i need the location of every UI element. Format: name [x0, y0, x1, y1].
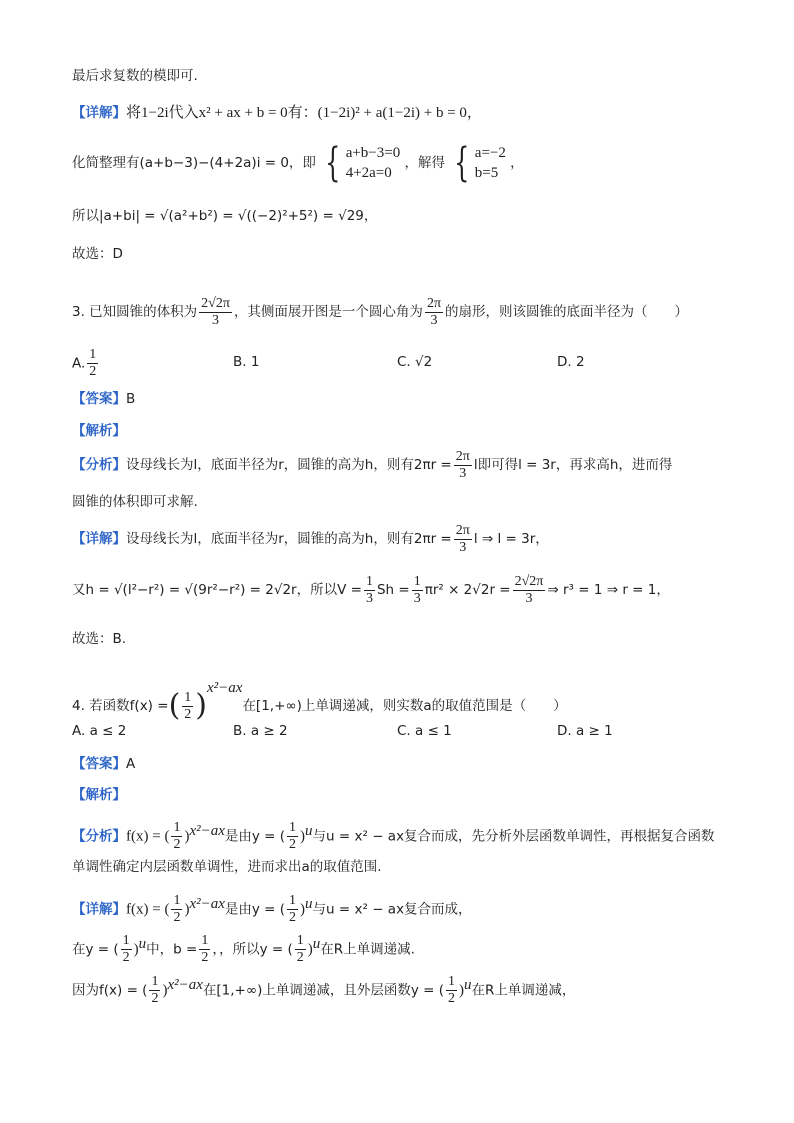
text-line: 最后求复数的模即可.: [72, 68, 198, 84]
question-3: 3. 已知圆锥的体积为 $\frac{2√2\pi}{3}$ ，其侧面展开图是一个圆心角为 $\frac{2\pi}{3}$ 的扇形，则该圆锥的底面半径为（ ）: [72, 295, 689, 328]
fraction: $\frac{2√2\pi}{3}$: [201, 295, 230, 328]
detail-line: 又h = √(l²−r²) = √(9r²−r²) = 2√2r，所以V = $\frac{1}{3}$ Sh = $\frac{1}{3}$ πr² × 2√2r = $\frac{2√2\pi}{3}$ ⇒ r³ = 1 ⇒ r = 1，: [72, 573, 670, 606]
brace-symbol: {: [454, 140, 470, 186]
option-d: D. 2: [557, 354, 585, 370]
option-a: A. $\frac{1}{2}$: [72, 347, 97, 379]
analysis-line: 【分析】设母线长为l，底面半径为r，圆锥的高为h，则有2πr = $\frac{2\pi}{3}$ l即可得l = 3r，再求高h，进而得: [72, 448, 673, 481]
text-fragment: ，解得: [404, 155, 446, 171]
option-c: C. √2: [397, 354, 433, 370]
option-d: D. a ≥ 1: [557, 723, 613, 739]
text-line: 所以|a+bi| = √(a²+b²) = √((−2)²+5²) = √29，: [72, 208, 378, 224]
fraction: $\frac{2\pi}{3}$: [426, 295, 442, 328]
equation-text: 将1−2i代入x² + ax + b = 0有：(1−2i)² + a(1−2i) + b = 0，: [126, 105, 482, 121]
answer-line: 【答案】B: [72, 391, 136, 407]
solution-heading: 【解析】: [72, 787, 126, 803]
solution-system: a=−2 b=5: [474, 145, 506, 181]
detail-line: 【详解】f(x) = ( $\frac{1}{2}$ )$^{x^2-ax}$是由y = ( $\frac{1}{2}$ )$^u$与u = x² − ax复合而成，: [72, 893, 472, 925]
text-line: 圆锥的体积即可求解.: [72, 494, 198, 510]
answer-line: 【答案】A: [72, 756, 136, 772]
text-line: 故选：D: [72, 246, 123, 262]
detail-tag: 【详解】: [72, 105, 126, 121]
solution-heading: 【解析】: [72, 423, 126, 439]
detail-line: 因为f(x) = ( $\frac{1}{2}$ )$^{x^2-ax}$在[1,+∞)上单调递减，且外层函数y = ( $\frac{1}{2}$ )$^u$在R上单调递减，: [72, 974, 576, 1006]
option-b: B. a ≥ 2: [233, 723, 288, 739]
option-c: C. a ≤ 1: [397, 723, 452, 739]
detail-line: 在y = ( $\frac{1}{2}$ )$^u$中，b = $\frac{1}{2}$ ，，所以y = ( $\frac{1}{2}$ )$^u$在R上单调递减.: [72, 933, 415, 965]
text-line: 故选：B.: [72, 631, 127, 647]
option-a: A. a ≤ 2: [72, 723, 127, 739]
question-4: 4. 若函数f(x) =( $\frac{1}{2}$ )$^{x^2-ax}$在[1,+∞)上单调递减，则实数a的取值范围是（ ）: [72, 680, 567, 723]
text-line: 化简整理有(a+b−3)−(4+2a)i = 0，即 { a+b−3=0 4+2a=0 ，解得 { a=−2 b=5 ，: [72, 140, 524, 186]
brace-symbol: {: [325, 140, 341, 186]
equation-system: a+b−3=0 4+2a=0: [345, 145, 401, 181]
detail-line: 【详解】设母线长为l，底面半径为r，圆锥的高为h，则有2πr = $\frac{2\pi}{3}$ l ⇒ l = 3r，: [72, 522, 549, 555]
equation-text: 化简整理有(a+b−3)−(4+2a)i = 0，即: [72, 155, 316, 171]
text-line: [72, 103, 734, 123]
analysis-line: 【分析】f(x) = ( $\frac{1}{2}$ )$^{x^2-ax}$是由y = ( $\frac{1}{2}$ )$^u$与u = x² − ax复合而成，先分析外层函数单调性，再根据复合函数: [72, 820, 715, 852]
option-b: B. 1: [233, 354, 260, 370]
text-line: 单调性确定内层函数单调性，进而求出a的取值范围.: [72, 859, 382, 875]
